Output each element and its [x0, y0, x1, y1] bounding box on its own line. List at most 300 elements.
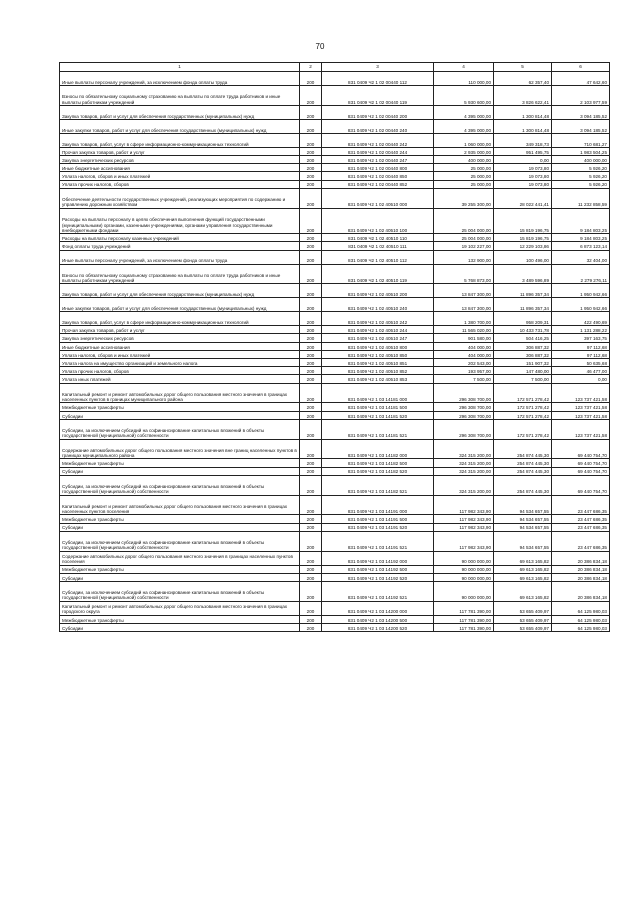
budget-classification-code-cell: 831 0409 Ч2 1 03 14200 000 — [322, 601, 434, 615]
row-name-cell: Закупка энергетических ресурсов — [60, 155, 300, 163]
executed-amount-cell: 951 495,75 — [494, 147, 552, 155]
table-row — [60, 250, 610, 264]
line-code-cell: 200 — [300, 326, 322, 334]
row-name-cell: Иные закупки товаров, работ и услуг для обеспечения государственных (муниципальных) нужд — [60, 119, 300, 133]
approved-amount-cell: 404 000,00 — [434, 342, 494, 350]
table-row — [60, 155, 610, 163]
page-number: 70 — [315, 42, 325, 51]
approved-amount-cell: 296 308 700,00 — [434, 419, 494, 439]
table-row — [60, 601, 610, 615]
budget-classification-code-cell: 831 0409 Ч2 1 03 14200 500 — [322, 615, 434, 623]
table-row — [60, 475, 610, 495]
table-row — [60, 242, 610, 250]
budget-classification-code-cell: 831 0409 Ч2 1 02 40510 119 — [322, 264, 434, 284]
budget-classification-code-cell: 831 0409 Ч2 1 03 14191 521 — [322, 531, 434, 551]
executed-amount-cell: 19 073,80 — [494, 180, 552, 188]
line-code-cell: 200 — [300, 208, 322, 234]
unexecuted-amount-cell: 5 926,20 — [552, 172, 610, 180]
unexecuted-amount-cell: 69 440 754,70 — [552, 467, 610, 475]
unexecuted-amount-cell: 97 112,68 — [552, 342, 610, 350]
table-row — [60, 284, 610, 298]
line-code-cell: 200 — [300, 172, 322, 180]
executed-amount-cell: 69 613 165,82 — [494, 551, 552, 565]
unexecuted-amount-cell: 32 404,00 — [552, 250, 610, 264]
row-name-cell: Межбюджетные трансферты — [60, 515, 300, 523]
budget-classification-code-cell: 831 0409 Ч2 1 03 14192 521 — [322, 581, 434, 601]
row-name-cell: Уплата прочих налогов, сборов — [60, 367, 300, 375]
row-name-cell: Закупка товаров, работ и услуг для обеспечения государственных (муниципальных) нужд — [60, 105, 300, 119]
row-name-cell: Субсидии — [60, 411, 300, 419]
executed-amount-cell: 69 613 165,82 — [494, 573, 552, 581]
row-name-cell: Субсидии, за исключением субсидий на софинансирование капитальных вложений в объекты государственной (муниципальной) собственности — [60, 581, 300, 601]
column-number: 1 — [60, 63, 300, 72]
approved-amount-cell: 1 380 700,00 — [434, 312, 494, 326]
budget-classification-code-cell: 831 0409 Ч2 1 02 40510 800 — [322, 342, 434, 350]
approved-amount-cell: 202 543,00 — [434, 359, 494, 367]
unexecuted-amount-cell: 23 447 686,35 — [552, 523, 610, 531]
approved-amount-cell: 39 255 300,00 — [434, 188, 494, 208]
line-code-cell: 200 — [300, 242, 322, 250]
approved-amount-cell: 400 000,00 — [434, 155, 494, 163]
approved-amount-cell: 324 315 200,00 — [434, 439, 494, 459]
budget-classification-code-cell: 831 0409 Ч2 1 02 40510 200 — [322, 284, 434, 298]
budget-classification-code-cell: 831 0409 Ч2 1 02 40510 110 — [322, 234, 434, 242]
budget-classification-code-cell: 831 0409 Ч2 1 02 40510 244 — [322, 326, 434, 334]
unexecuted-amount-cell: 23 447 686,35 — [552, 495, 610, 515]
unexecuted-amount-cell: 710 681,27 — [552, 133, 610, 147]
table-row — [60, 334, 610, 342]
unexecuted-amount-cell: 123 737 421,58 — [552, 419, 610, 439]
row-name-cell: Межбюджетные трансферты — [60, 565, 300, 573]
unexecuted-amount-cell: 1 950 942,66 — [552, 298, 610, 312]
row-name-cell: Субсидии — [60, 573, 300, 581]
line-code-cell: 200 — [300, 342, 322, 350]
executed-amount-cell: 28 022 441,41 — [494, 188, 552, 208]
table-body — [60, 72, 610, 632]
unexecuted-amount-cell: 47 642,60 — [552, 72, 610, 86]
line-code-cell: 200 — [300, 72, 322, 86]
executed-amount-cell: 19 073,80 — [494, 164, 552, 172]
executed-amount-cell: 172 571 278,42 — [494, 383, 552, 403]
table-row — [60, 86, 610, 106]
line-code-cell: 200 — [300, 250, 322, 264]
line-code-cell: 200 — [300, 419, 322, 439]
unexecuted-amount-cell: 20 386 834,18 — [552, 565, 610, 573]
row-name-cell: Содержание автомобильных дорог общего пользования местного значения вне границ населенных пунктов в границах муниципального района — [60, 439, 300, 459]
table-row — [60, 623, 610, 631]
table-row — [60, 105, 610, 119]
table-row — [60, 164, 610, 172]
budget-classification-code-cell: 831 0409 Ч2 1 02 40510 242 — [322, 312, 434, 326]
approved-amount-cell: 90 000 000,00 — [434, 581, 494, 601]
unexecuted-amount-cell: 23 447 686,35 — [552, 531, 610, 551]
table-row — [60, 188, 610, 208]
table-row — [60, 350, 610, 358]
approved-amount-cell: 117 982 343,90 — [434, 531, 494, 551]
approved-amount-cell: 90 000 000,00 — [434, 573, 494, 581]
budget-classification-code-cell: 831 0409 Ч2 1 02 40510 100 — [322, 208, 434, 234]
executed-amount-cell: 7 500,00 — [494, 375, 552, 383]
approved-amount-cell: 25 004 000,00 — [434, 234, 494, 242]
executed-amount-cell: 172 571 278,42 — [494, 419, 552, 439]
executed-amount-cell: 11 896 357,34 — [494, 284, 552, 298]
line-code-cell: 200 — [300, 467, 322, 475]
budget-classification-code-cell: 831 0409 Ч2 1 03 14191 000 — [322, 495, 434, 515]
executed-amount-cell: 147 480,00 — [494, 367, 552, 375]
row-name-cell: Обеспечение деятельности государственных учреждений, реализующих мероприятия по содержанию и управлению дорожным хозяйством — [60, 188, 300, 208]
executed-amount-cell: 69 613 165,82 — [494, 581, 552, 601]
approved-amount-cell: 117 982 343,90 — [434, 495, 494, 515]
unexecuted-amount-cell: 397 163,75 — [552, 334, 610, 342]
approved-amount-cell: 13 847 300,00 — [434, 284, 494, 298]
row-name-cell: Субсидии, за исключением субсидий на софинансирование капитальных вложений в объекты государственной (муниципальной) собственности — [60, 531, 300, 551]
unexecuted-amount-cell: 2 103 977,59 — [552, 86, 610, 106]
table-row — [60, 208, 610, 234]
line-code-cell: 200 — [300, 581, 322, 601]
budget-classification-code-cell: 831 0409 Ч2 1 03 14182 521 — [322, 475, 434, 495]
executed-amount-cell: 254 874 445,30 — [494, 467, 552, 475]
executed-amount-cell: 3 826 622,41 — [494, 86, 552, 106]
unexecuted-amount-cell: 1 983 504,25 — [552, 147, 610, 155]
approved-amount-cell: 132 900,00 — [434, 250, 494, 264]
row-name-cell: Фонд оплаты труда учреждений — [60, 242, 300, 250]
line-code-cell: 200 — [300, 133, 322, 147]
unexecuted-amount-cell: 64 125 980,03 — [552, 623, 610, 631]
table-row — [60, 523, 610, 531]
executed-amount-cell: 69 613 165,82 — [494, 565, 552, 573]
table-row — [60, 119, 610, 133]
row-name-cell: Закупка энергетических ресурсов — [60, 334, 300, 342]
table-row — [60, 234, 610, 242]
executed-amount-cell: 12 229 103,86 — [494, 242, 552, 250]
table-row — [60, 467, 610, 475]
row-name-cell: Капитальный ремонт и ремонт автомобильных дорог общего пользования местного значения в границах городского округа — [60, 601, 300, 615]
executed-amount-cell: 94 534 657,55 — [494, 515, 552, 523]
row-name-cell: Уплата прочих налогов, сборов — [60, 180, 300, 188]
unexecuted-amount-cell: 9 184 803,25 — [552, 208, 610, 234]
row-name-cell: Уплата налогов, сборов и иных платежей — [60, 172, 300, 180]
unexecuted-amount-cell: 23 447 686,35 — [552, 515, 610, 523]
line-code-cell: 200 — [300, 375, 322, 383]
approved-amount-cell: 296 308 700,00 — [434, 403, 494, 411]
unexecuted-amount-cell: 3 094 185,52 — [552, 119, 610, 133]
unexecuted-amount-cell: 0,00 — [552, 375, 610, 383]
approved-amount-cell: 324 315 200,00 — [434, 459, 494, 467]
line-code-cell: 200 — [300, 367, 322, 375]
executed-amount-cell: 94 534 657,55 — [494, 523, 552, 531]
unexecuted-amount-cell: 97 112,68 — [552, 350, 610, 358]
line-code-cell: 200 — [300, 334, 322, 342]
executed-amount-cell: 53 655 409,97 — [494, 601, 552, 615]
table-row — [60, 264, 610, 284]
row-name-cell: Субсидии, за исключением субсидий на софинансирование капитальных вложений в объекты государственной (муниципальной) собственности — [60, 475, 300, 495]
table-row — [60, 375, 610, 383]
unexecuted-amount-cell: 1 131 288,22 — [552, 326, 610, 334]
row-name-cell: Межбюджетные трансферты — [60, 403, 300, 411]
executed-amount-cell: 10 433 731,78 — [494, 326, 552, 334]
line-code-cell: 200 — [300, 284, 322, 298]
budget-classification-code-cell: 831 0409 Ч2 1 03 14191 500 — [322, 515, 434, 523]
row-name-cell: Уплата налога на имущество организаций и земельного налога — [60, 359, 300, 367]
approved-amount-cell: 4 395 000,00 — [434, 105, 494, 119]
budget-classification-code-cell: 831 0409 Ч2 1 02 00440 200 — [322, 105, 434, 119]
approved-amount-cell: 4 395 000,00 — [434, 119, 494, 133]
line-code-cell: 200 — [300, 623, 322, 631]
row-name-cell: Закупка товаров, работ, услуг в сфере информационно-коммуникационных технологий — [60, 133, 300, 147]
executed-amount-cell: 151 907,32 — [494, 359, 552, 367]
row-name-cell: Уплата иных платежей — [60, 375, 300, 383]
approved-amount-cell: 324 315 200,00 — [434, 467, 494, 475]
column-number: 2 — [300, 63, 322, 72]
row-name-cell: Прочая закупка товаров, работ и услуг — [60, 147, 300, 155]
budget-execution-table — [59, 62, 610, 632]
line-code-cell: 200 — [300, 180, 322, 188]
row-name-cell: Иные выплаты персоналу учреждений, за исключением фонда оплаты труда — [60, 250, 300, 264]
line-code-cell: 200 — [300, 86, 322, 106]
budget-classification-code-cell: 831 0409 Ч2 1 02 00440 242 — [322, 133, 434, 147]
table-row — [60, 615, 610, 623]
executed-amount-cell: 53 655 409,97 — [494, 615, 552, 623]
executed-amount-cell: 62 357,40 — [494, 72, 552, 86]
executed-amount-cell: 3 489 596,89 — [494, 264, 552, 284]
budget-classification-code-cell: 831 0409 Ч2 1 02 40510 851 — [322, 359, 434, 367]
approved-amount-cell: 117 781 390,00 — [434, 601, 494, 615]
approved-amount-cell: 296 308 700,00 — [434, 411, 494, 419]
row-name-cell: Закупка товаров, работ, услуг в сфере информационно-коммуникационных технологий — [60, 312, 300, 326]
line-code-cell: 200 — [300, 403, 322, 411]
line-code-cell: 200 — [300, 523, 322, 531]
line-code-cell: 200 — [300, 601, 322, 615]
executed-amount-cell: 11 896 357,34 — [494, 298, 552, 312]
row-name-cell: Иные бюджетные ассигнования — [60, 164, 300, 172]
budget-classification-code-cell: 831 0409 Ч2 1 03 14181 500 — [322, 403, 434, 411]
budget-classification-code-cell: 831 0409 Ч2 1 02 40510 850 — [322, 350, 434, 358]
approved-amount-cell: 404 000,00 — [434, 350, 494, 358]
unexecuted-amount-cell: 3 094 185,52 — [552, 105, 610, 119]
row-name-cell: Капитальный ремонт и ремонт автомобильных дорог общего пользования местного значения в границах населенных пунктов в границах муниципального района — [60, 383, 300, 403]
table-row — [60, 495, 610, 515]
budget-classification-code-cell: 831 0409 Ч2 1 03 14192 520 — [322, 573, 434, 581]
line-code-cell: 200 — [300, 312, 322, 326]
line-code-cell: 200 — [300, 515, 322, 523]
line-code-cell: 200 — [300, 495, 322, 515]
line-code-cell: 200 — [300, 411, 322, 419]
unexecuted-amount-cell: 2 279 276,11 — [552, 264, 610, 284]
executed-amount-cell: 254 874 445,30 — [494, 475, 552, 495]
row-name-cell: Субсидии — [60, 467, 300, 475]
unexecuted-amount-cell: 123 737 421,58 — [552, 383, 610, 403]
executed-amount-cell: 100 496,00 — [494, 250, 552, 264]
unexecuted-amount-cell: 20 386 834,18 — [552, 551, 610, 565]
budget-classification-code-cell: 831 0409 Ч2 1 02 00440 112 — [322, 72, 434, 86]
table-row — [60, 403, 610, 411]
executed-amount-cell: 19 073,80 — [494, 172, 552, 180]
approved-amount-cell: 25 004 000,00 — [434, 208, 494, 234]
table-row — [60, 551, 610, 565]
row-name-cell: Межбюджетные трансферты — [60, 615, 300, 623]
line-code-cell: 200 — [300, 459, 322, 467]
table-row — [60, 342, 610, 350]
line-code-cell: 200 — [300, 439, 322, 459]
approved-amount-cell: 117 781 390,00 — [434, 615, 494, 623]
table-row — [60, 326, 610, 334]
line-code-cell: 200 — [300, 164, 322, 172]
unexecuted-amount-cell: 5 926,20 — [552, 164, 610, 172]
budget-classification-code-cell: 831 0409 Ч2 1 02 00440 852 — [322, 180, 434, 188]
table-row — [60, 459, 610, 467]
table-row — [60, 367, 610, 375]
approved-amount-cell: 324 315 200,00 — [434, 475, 494, 495]
table-row — [60, 312, 610, 326]
table-row — [60, 419, 610, 439]
budget-classification-code-cell: 831 0409 Ч2 1 03 14182 000 — [322, 439, 434, 459]
executed-amount-cell: 504 416,25 — [494, 334, 552, 342]
approved-amount-cell: 117 982 343,90 — [434, 515, 494, 523]
budget-classification-code-cell: 831 0409 Ч2 1 02 00440 119 — [322, 86, 434, 106]
line-code-cell: 200 — [300, 383, 322, 403]
executed-amount-cell: 254 874 445,30 — [494, 459, 552, 467]
approved-amount-cell: 296 308 700,00 — [434, 383, 494, 403]
table-row — [60, 172, 610, 180]
unexecuted-amount-cell: 9 184 803,25 — [552, 234, 610, 242]
row-name-cell: Содержание автомобильных дорог общего пользования местного значения в границах населенных пунктов поселения — [60, 551, 300, 565]
line-code-cell: 200 — [300, 573, 322, 581]
unexecuted-amount-cell: 46 477,00 — [552, 367, 610, 375]
line-code-cell: 200 — [300, 359, 322, 367]
budget-classification-code-cell: 831 0409 Ч2 1 03 14181 520 — [322, 411, 434, 419]
budget-classification-code-cell: 831 0409 Ч2 1 02 00440 247 — [322, 155, 434, 163]
executed-amount-cell: 0,00 — [494, 155, 552, 163]
approved-amount-cell: 13 847 300,00 — [434, 298, 494, 312]
budget-classification-code-cell: 831 0409 Ч2 1 03 14192 500 — [322, 565, 434, 573]
executed-amount-cell: 15 819 196,75 — [494, 208, 552, 234]
approved-amount-cell: 5 768 873,00 — [434, 264, 494, 284]
column-number-row — [60, 63, 610, 72]
budget-classification-code-cell: 831 0409 Ч2 1 03 14191 520 — [322, 523, 434, 531]
budget-classification-code-cell: 831 0409 Ч2 1 02 00440 240 — [322, 119, 434, 133]
budget-classification-code-cell: 831 0409 Ч2 1 03 14200 520 — [322, 623, 434, 631]
executed-amount-cell: 306 887,32 — [494, 350, 552, 358]
line-code-cell: 200 — [300, 298, 322, 312]
budget-classification-code-cell: 831 0409 Ч2 1 03 14192 000 — [322, 551, 434, 565]
approved-amount-cell: 117 982 343,90 — [434, 523, 494, 531]
budget-classification-code-cell: 831 0409 Ч2 1 02 40510 112 — [322, 250, 434, 264]
approved-amount-cell: 193 957,00 — [434, 367, 494, 375]
unexecuted-amount-cell: 123 737 421,58 — [552, 411, 610, 419]
unexecuted-amount-cell: 69 440 754,70 — [552, 459, 610, 467]
budget-classification-code-cell: 831 0409 Ч2 1 03 14182 520 — [322, 467, 434, 475]
row-name-cell: Взносы по обязательному социальному страхованию на выплаты по оплате труда работников и иные выплаты работникам учреждений — [60, 86, 300, 106]
line-code-cell: 200 — [300, 155, 322, 163]
column-number: 5 — [494, 63, 552, 72]
executed-amount-cell: 349 318,73 — [494, 133, 552, 147]
approved-amount-cell: 117 781 390,00 — [434, 623, 494, 631]
table-row — [60, 147, 610, 155]
unexecuted-amount-cell: 123 737 421,58 — [552, 403, 610, 411]
line-code-cell: 200 — [300, 119, 322, 133]
unexecuted-amount-cell: 20 386 834,18 — [552, 581, 610, 601]
row-name-cell: Иные выплаты персоналу учреждений, за исключением фонда оплаты труда — [60, 72, 300, 86]
executed-amount-cell: 1 300 814,48 — [494, 105, 552, 119]
approved-amount-cell: 1 060 000,00 — [434, 133, 494, 147]
budget-classification-code-cell: 831 0409 Ч2 1 02 40510 852 — [322, 367, 434, 375]
column-number: 3 — [322, 63, 434, 72]
budget-classification-code-cell: 831 0409 Ч2 1 02 00440 800 — [322, 164, 434, 172]
row-name-cell: Субсидии, за исключением субсидий на софинансирование капитальных вложений в объекты государственной (муниципальной) собственности — [60, 419, 300, 439]
row-name-cell: Капитальный ремонт и ремонт автомобильных дорог общего пользования местного значения в границах населенных пунктов поселения — [60, 495, 300, 515]
approved-amount-cell: 90 000 000,00 — [434, 565, 494, 573]
table-row — [60, 581, 610, 601]
table-row — [60, 565, 610, 573]
table-row — [60, 531, 610, 551]
column-number: 6 — [552, 63, 610, 72]
executed-amount-cell: 94 534 657,55 — [494, 495, 552, 515]
table-row — [60, 573, 610, 581]
row-name-cell: Взносы по обязательному социальному страхованию на выплаты по оплате труда работников и иные выплаты работникам учреждений — [60, 264, 300, 284]
table-row — [60, 298, 610, 312]
budget-classification-code-cell: 831 0409 Ч2 1 02 00440 850 — [322, 172, 434, 180]
executed-amount-cell: 958 209,31 — [494, 312, 552, 326]
approved-amount-cell: 7 500,00 — [434, 375, 494, 383]
budget-classification-code-cell: 831 0409 Ч2 1 02 40510 111 — [322, 242, 434, 250]
unexecuted-amount-cell: 11 232 858,59 — [552, 188, 610, 208]
line-code-cell: 200 — [300, 234, 322, 242]
executed-amount-cell: 254 874 445,30 — [494, 439, 552, 459]
line-code-cell: 200 — [300, 147, 322, 155]
approved-amount-cell: 110 000,00 — [434, 72, 494, 86]
row-name-cell: Расходы на выплаты персоналу казенных учреждений — [60, 234, 300, 242]
unexecuted-amount-cell: 422 490,69 — [552, 312, 610, 326]
unexecuted-amount-cell: 69 440 754,70 — [552, 439, 610, 459]
row-name-cell: Иные бюджетные ассигнования — [60, 342, 300, 350]
unexecuted-amount-cell: 69 440 754,70 — [552, 475, 610, 495]
row-name-cell: Уплата налогов, сборов и иных платежей — [60, 350, 300, 358]
executed-amount-cell: 306 887,32 — [494, 342, 552, 350]
approved-amount-cell: 901 580,00 — [434, 334, 494, 342]
table-row — [60, 180, 610, 188]
row-name-cell: Расходы на выплаты персоналу в целях обеспечения выполнения функций государственными (муниципальными) органами, казенными учреждениями, органами управления государственными внебюджетными фондами — [60, 208, 300, 234]
approved-amount-cell: 2 935 000,00 — [434, 147, 494, 155]
row-name-cell: Субсидии — [60, 623, 300, 631]
table-row — [60, 133, 610, 147]
row-name-cell: Закупка товаров, работ и услуг для обеспечения государственных (муниципальных) нужд — [60, 284, 300, 298]
executed-amount-cell: 94 534 657,55 — [494, 531, 552, 551]
line-code-cell: 200 — [300, 475, 322, 495]
row-name-cell: Прочая закупка товаров, работ и услуг — [60, 326, 300, 334]
approved-amount-cell: 5 930 600,00 — [434, 86, 494, 106]
table-row — [60, 383, 610, 403]
table-row — [60, 439, 610, 459]
row-name-cell: Иные закупки товаров, работ и услуг для обеспечения государственных (муниципальных) нужд — [60, 298, 300, 312]
line-code-cell: 200 — [300, 615, 322, 623]
approved-amount-cell: 11 565 020,00 — [434, 326, 494, 334]
line-code-cell: 200 — [300, 350, 322, 358]
budget-classification-code-cell: 831 0409 Ч2 1 02 40510 000 — [322, 188, 434, 208]
table-row — [60, 359, 610, 367]
unexecuted-amount-cell: 1 950 942,66 — [552, 284, 610, 298]
row-name-cell: Субсидии — [60, 523, 300, 531]
table-row — [60, 515, 610, 523]
executed-amount-cell: 53 655 409,97 — [494, 623, 552, 631]
approved-amount-cell: 25 000,00 — [434, 164, 494, 172]
unexecuted-amount-cell: 50 635,68 — [552, 359, 610, 367]
approved-amount-cell: 25 000,00 — [434, 172, 494, 180]
approved-amount-cell: 90 000 000,00 — [434, 551, 494, 565]
budget-classification-code-cell: 831 0409 Ч2 1 02 40510 247 — [322, 334, 434, 342]
unexecuted-amount-cell: 64 125 980,03 — [552, 601, 610, 615]
table-row — [60, 411, 610, 419]
line-code-cell: 200 — [300, 105, 322, 119]
